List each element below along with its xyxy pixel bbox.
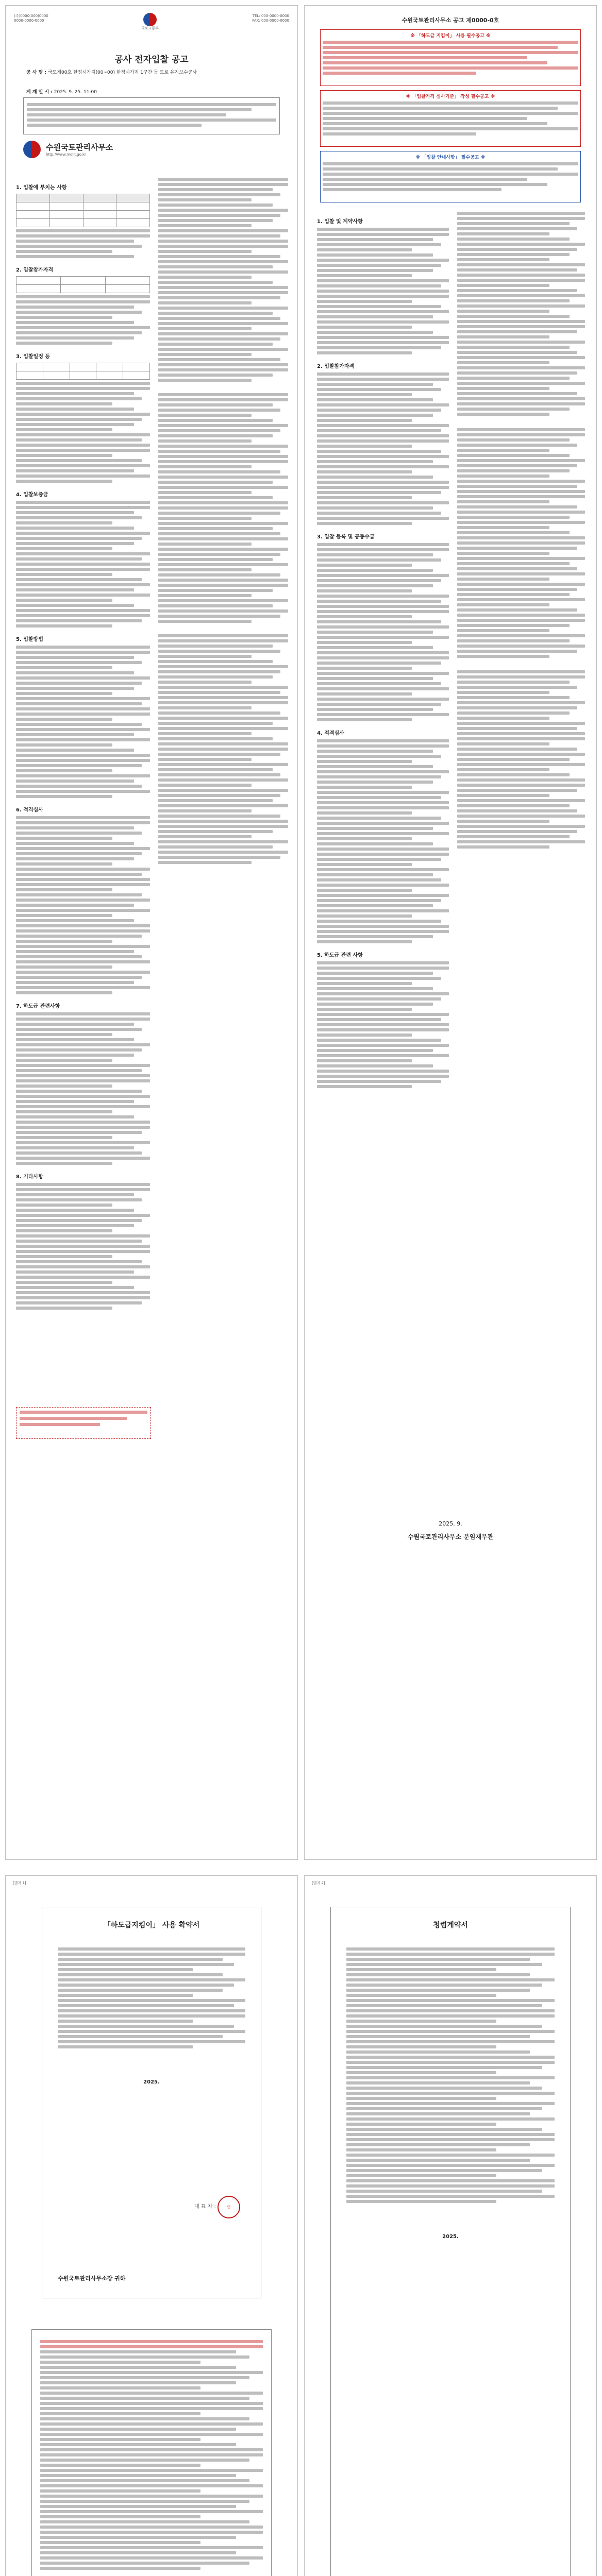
- org-text: [46, 142, 113, 157]
- org-logo-icon: [23, 141, 41, 158]
- section-heading: 3. 입찰 등록 및 공동수급: [317, 534, 375, 540]
- header-right: [217, 14, 289, 23]
- org-block: [23, 141, 113, 158]
- qualification-table: [16, 276, 150, 293]
- section-heading: 8. 기타사항: [16, 1174, 43, 1180]
- section-heading: 2. 입찰참가자격: [16, 267, 54, 273]
- header-left-line: 0000-0000-0000: [14, 19, 44, 23]
- warning-note-box: [16, 1407, 151, 1439]
- footer-org: 수원국토관리사무소 분임재무관: [407, 1533, 494, 1540]
- bid-info-table: [16, 194, 150, 227]
- header-right-line: FAX: 000-0000-0000: [252, 19, 289, 23]
- notice-title: 공사 전자입찰 공고: [114, 55, 189, 65]
- signer-label: 대 표 자 :: [194, 2204, 216, 2210]
- subject-text: 국도제00호 한정시가지(00~00) 한정시가지 1구간 등 도로 유지보수공사: [47, 70, 197, 75]
- conditions-left-column: [317, 210, 449, 1090]
- header-left: [14, 14, 86, 23]
- header-right-line: TEL: 000-0000-0000: [252, 14, 289, 18]
- section-heading: 1. 입찰 및 계약사항: [317, 219, 363, 225]
- seal-stamp: 인: [218, 2196, 240, 2218]
- conditions-right-column: [457, 210, 585, 851]
- box-title: ※ 「입찰 안내사항」 필수공고 ※: [415, 155, 486, 160]
- org-url: http://www.molit.go.kr: [46, 152, 86, 157]
- ministry-emblem: [124, 13, 176, 31]
- bid-guide-box: [320, 151, 581, 202]
- conditions-title: 수원국토관리사무소 공고 제0000-0호: [402, 17, 499, 24]
- table-row: [16, 277, 150, 285]
- date-label: 게 재 일 시 :: [26, 90, 53, 95]
- form-frame: [42, 1907, 261, 2298]
- notice-page: [5, 5, 298, 1860]
- table-row: [16, 219, 150, 227]
- table-row: [16, 363, 150, 371]
- box-title: ※ 「하도급 지킴이」 사용 필수공고 ※: [410, 33, 491, 39]
- notice-subject: [26, 70, 277, 76]
- table-header: [83, 194, 116, 202]
- footer-date: 2025. 9.: [439, 1520, 462, 1527]
- org-name: 수원국토관리사무소: [46, 143, 113, 152]
- notice-left-column: [16, 176, 150, 1312]
- section-heading: 5. 하도급 관련 사항: [317, 953, 363, 958]
- box-title: ※ 「입찰가격 심사기준」 작성 필수공고 ※: [406, 94, 495, 99]
- section-heading: 6. 적격심사: [16, 807, 43, 813]
- table-row: [16, 211, 150, 219]
- form-title: 「하도급지킴이」 사용 확약서: [103, 1921, 200, 1929]
- subcontract-guard-box: [320, 29, 581, 86]
- form-frame-2: [31, 2329, 272, 2576]
- section-heading: 1. 입찰에 부치는 사항: [16, 185, 67, 191]
- header-left-line: (주)0000(000)0000: [14, 14, 48, 18]
- form-frame: [330, 1907, 571, 2576]
- notice-date: [26, 88, 97, 95]
- section-heading: 4. 입찰보증금: [16, 492, 48, 498]
- section-heading: 4. 적격심사: [317, 731, 344, 736]
- form-page-1: [5, 1875, 298, 2576]
- page-number: [별지 1]: [13, 1881, 26, 1885]
- form-recipient: 수원국토관리사무소장 귀하: [58, 2275, 126, 2282]
- schedule-table: [16, 363, 150, 380]
- section-heading: 5. 입찰방법: [16, 637, 43, 642]
- section-heading: 2. 입찰참가자격: [317, 364, 355, 369]
- page-number: [별지 2]: [312, 1881, 325, 1885]
- form-date: 2025.: [442, 2234, 459, 2240]
- summary-box: [23, 97, 280, 134]
- notice-right-column: [158, 176, 288, 866]
- section-heading: 3. 입찰일정 등: [16, 354, 51, 360]
- price-criteria-box: [320, 90, 581, 147]
- table-row: [16, 371, 150, 380]
- table-header: [16, 194, 50, 202]
- section-heading: 7. 하도급 관련사항: [16, 1004, 60, 1009]
- korea-emblem-icon: [143, 13, 157, 26]
- conditions-page: [304, 5, 597, 1860]
- table-row: [16, 202, 150, 211]
- form-title: 청렴계약서: [433, 1921, 468, 1929]
- table-header: [116, 194, 150, 202]
- form-date: 2025.: [143, 2079, 160, 2085]
- form-signer: [194, 2196, 240, 2218]
- date-value: 2025. 9. 25. 11:00: [54, 90, 97, 95]
- table-row: [16, 285, 150, 293]
- subject-label: 공 사 명 :: [26, 70, 47, 75]
- table-header: [49, 194, 83, 202]
- conditions-footer: [305, 1520, 596, 1541]
- ministry-name: 국토교통부: [141, 26, 159, 30]
- form-page-2: [304, 1875, 597, 2576]
